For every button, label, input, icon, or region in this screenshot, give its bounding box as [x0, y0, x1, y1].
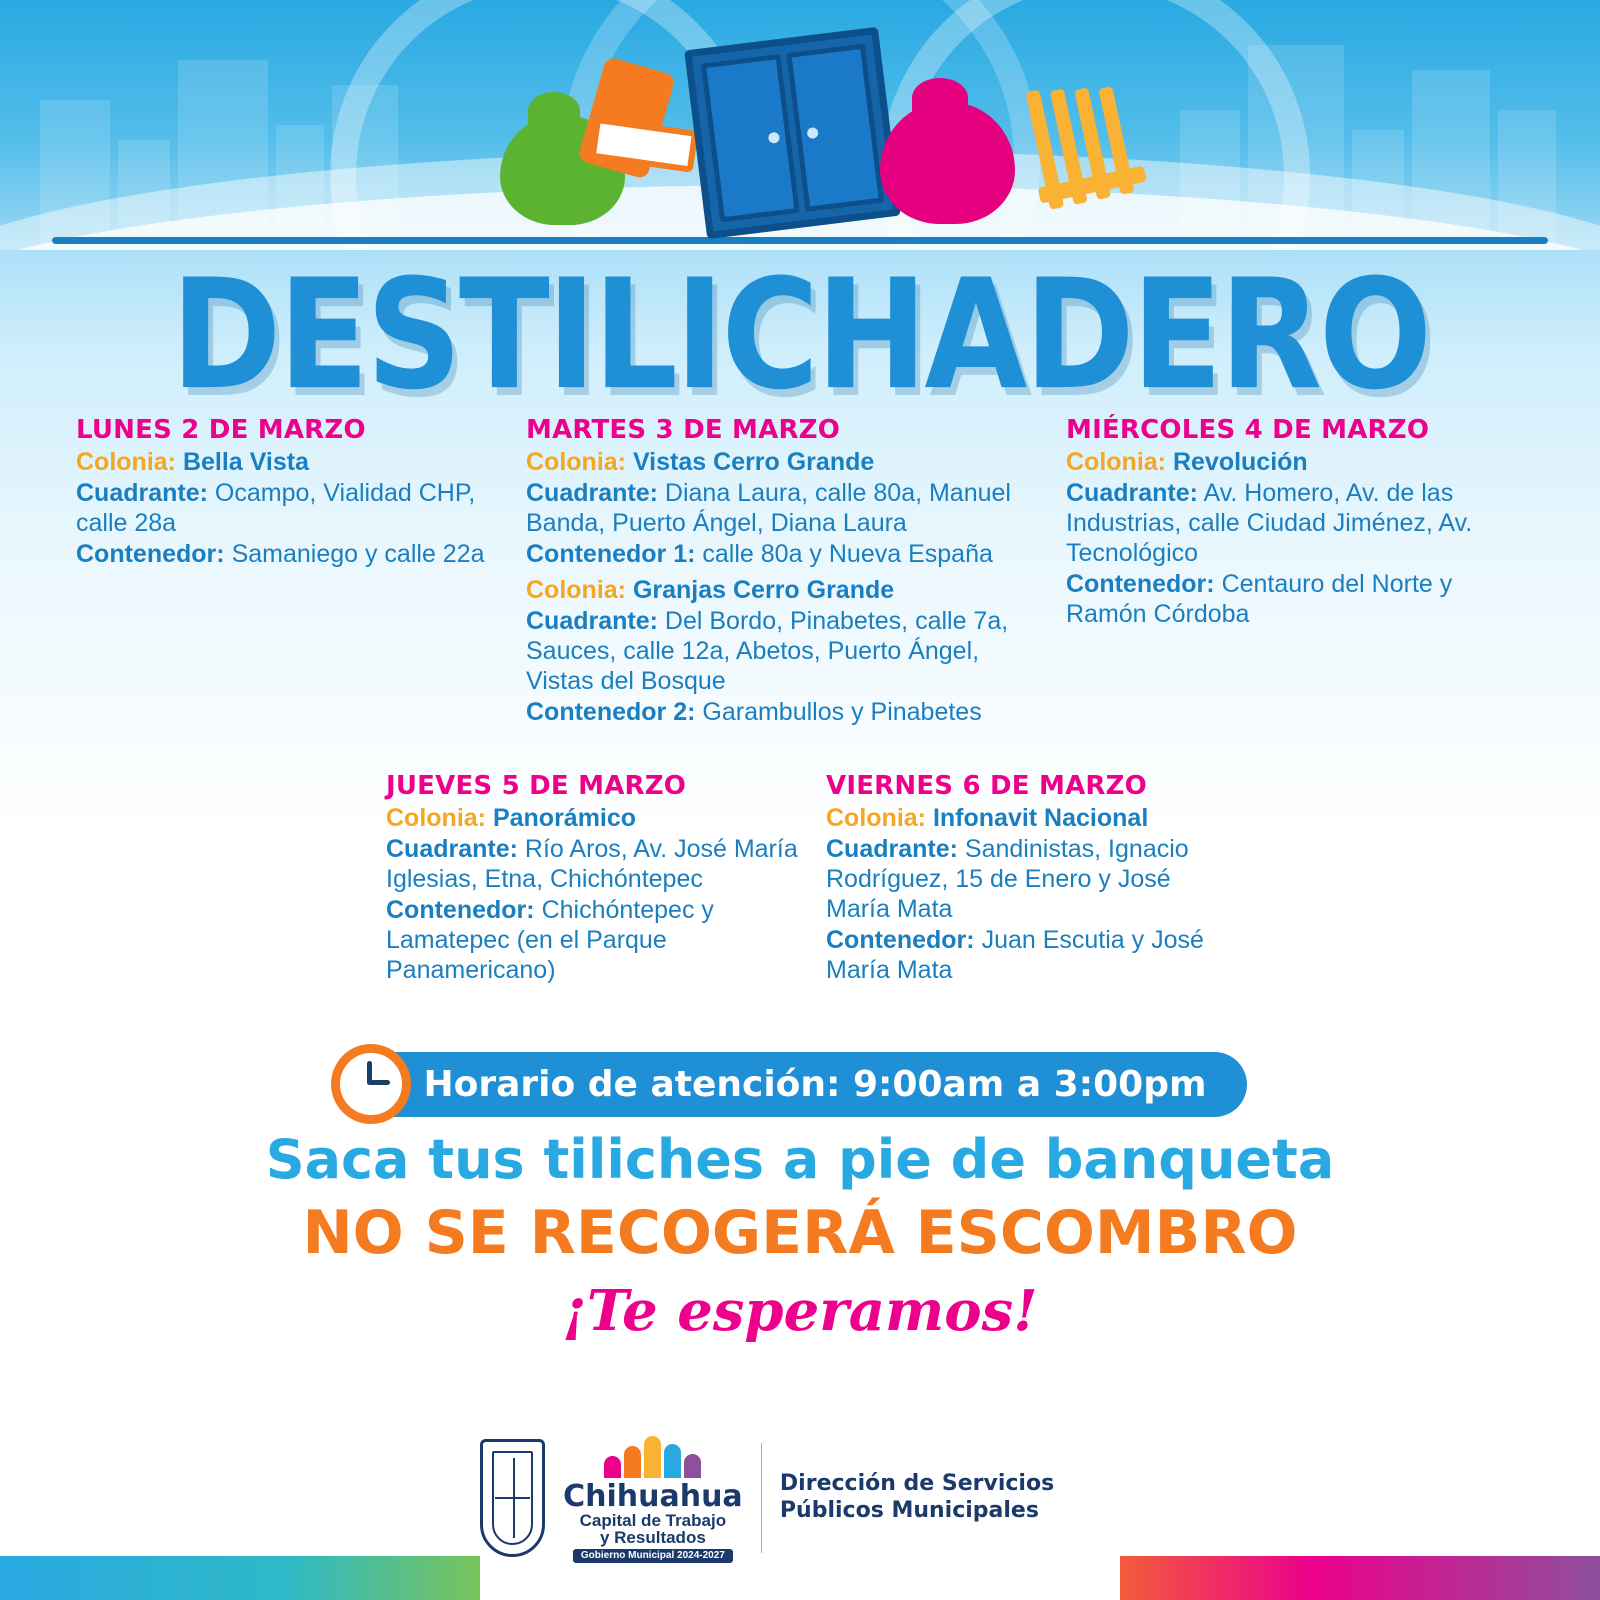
day-heading: MARTES 3 DE MARZO: [526, 415, 841, 445]
colonia-block: [826, 803, 1228, 985]
cuadrante-label: Cuadrante:: [386, 835, 518, 863]
day-column-wednesday: [1052, 415, 1552, 733]
colonia-label: Colonia:: [1066, 448, 1166, 476]
cuadrante-value: Diana Laura, calle 80a, Manuel Banda, Puerto Ángel, Diana Laura: [526, 479, 1011, 537]
colonia-block: [76, 447, 498, 569]
day-column-thursday: [372, 771, 812, 991]
footer-divider: [761, 1443, 762, 1553]
colonia-label: Colonia:: [76, 448, 176, 476]
cuadrante-value: Del Bordo, Pinabetes, calle 7a, Sauces, calle 12a, Abetos, Puerto Ángel, Vistas del Bosque: [526, 607, 1009, 695]
colonia-value: Infonavit Nacional: [932, 804, 1149, 832]
cuadrante-label: Cuadrante:: [526, 607, 658, 635]
page-title: DESTILICHADERO: [170, 248, 1430, 424]
contenedor-value: calle 80a y Nueva España: [702, 540, 993, 568]
contenedor-value: Garambullos y Pinabetes: [702, 698, 982, 726]
schedule-banner: [0, 1052, 1600, 1117]
colonia-block: [386, 803, 798, 985]
colonia-block: [526, 575, 1038, 727]
contenedor-label: Contenedor:: [1066, 570, 1215, 598]
contenedor-label: Contenedor:: [386, 896, 535, 924]
schedule-columns: [0, 415, 1600, 991]
contenedor-label: Contenedor 1:: [526, 540, 696, 568]
cuadrante-value: Av. Homero, Av. de las Industrias, calle Ciudad Jiménez, Av. Tecnológico: [1066, 479, 1473, 567]
chihuahua-logo: [563, 1432, 743, 1563]
colonia-value: Granjas Cerro Grande: [632, 576, 895, 604]
cuadrante-label: Cuadrante:: [826, 835, 958, 863]
day-heading: VIERNES 6 DE MARZO: [826, 771, 1147, 801]
colonia-label: Colonia:: [826, 804, 926, 832]
colonia-label: Colonia:: [526, 576, 626, 604]
brand-subtitle-2: y Resultados: [599, 1528, 706, 1547]
slogan-invite: ¡Te esperamos!: [562, 1278, 1038, 1344]
slogan-warning: NO SE RECOGERÁ ESCOMBRO: [302, 1198, 1298, 1268]
colonia-value: Vistas Cerro Grande: [632, 448, 875, 476]
schedule-row-2: [0, 771, 1600, 991]
cuadrante-label: Cuadrante:: [526, 479, 658, 507]
day-heading: MIÉRCOLES 4 DE MARZO: [1066, 415, 1430, 445]
day-column-friday: [812, 771, 1242, 991]
colonia-label: Colonia:: [526, 448, 626, 476]
arcs-icon: [563, 1432, 743, 1478]
slogan-primary: Saca tus tiliches a pie de banqueta: [265, 1128, 1335, 1191]
cuadrante-value: Sandinistas, Ignacio Rodríguez, 15 de Enero y José María Mata: [826, 835, 1189, 923]
department-name: Dirección de Servicios Públicos Municipales: [779, 1470, 1055, 1523]
pink-bag-icon: [880, 102, 1015, 224]
cuadrante-label: Cuadrante:: [1066, 479, 1198, 507]
coat-of-arms-icon: [480, 1439, 545, 1557]
cuadrante-label: Cuadrante:: [76, 479, 208, 507]
bulky-waste-illustration: [480, 20, 1180, 240]
cuadrante-value: Ocampo, Vialidad CHP, calle 28a: [76, 479, 476, 537]
yellow-chair-icon: [1018, 69, 1167, 241]
colonia-label: Colonia:: [386, 804, 486, 832]
contenedor-value: Juan Escutia y José María Mata: [826, 926, 1204, 984]
brand-subtitle-1: Capital de Trabajo: [579, 1511, 727, 1530]
contenedor-label: Contenedor:: [76, 540, 225, 568]
pink-bag-tie: [912, 78, 968, 118]
brand-government-period: Gobierno Municipal 2024-2027: [573, 1549, 733, 1563]
clock-icon: [331, 1044, 411, 1124]
door-icon: [684, 27, 901, 239]
colonia-value: Panorámico: [492, 804, 637, 832]
contenedor-value: Chichóntepec y Lamatepec (en el Parque Panamericano): [386, 896, 714, 984]
schedule-text: Horario de atención: 9:00am a 3:00pm: [423, 1064, 1207, 1105]
contenedor-label: Contenedor 2:: [526, 698, 696, 726]
colonia-block: [1066, 447, 1538, 629]
contenedor-value: Centauro del Norte y Ramón Córdoba: [1066, 570, 1453, 628]
contenedor-label: Contenedor:: [826, 926, 975, 954]
day-heading: JUEVES 5 DE MARZO: [386, 771, 687, 801]
day-column-tuesday: [512, 415, 1052, 733]
day-column-monday: [62, 415, 512, 733]
colonia-value: Bella Vista: [182, 448, 309, 476]
schedule-pill: [353, 1052, 1246, 1117]
brand-name: Chihuahua: [563, 1479, 743, 1514]
day-heading: LUNES 2 DE MARZO: [76, 415, 366, 445]
colonia-block: [526, 447, 1038, 569]
footer-logos: [480, 1395, 1120, 1600]
colonia-value: Revolución: [1172, 448, 1308, 476]
green-bag-tie: [528, 92, 580, 130]
contenedor-value: Samaniego y calle 22a: [231, 540, 485, 568]
schedule-row-1: [0, 415, 1600, 733]
cuadrante-value: Río Aros, Av. José María Iglesias, Etna, Chichóntepec: [386, 835, 798, 893]
